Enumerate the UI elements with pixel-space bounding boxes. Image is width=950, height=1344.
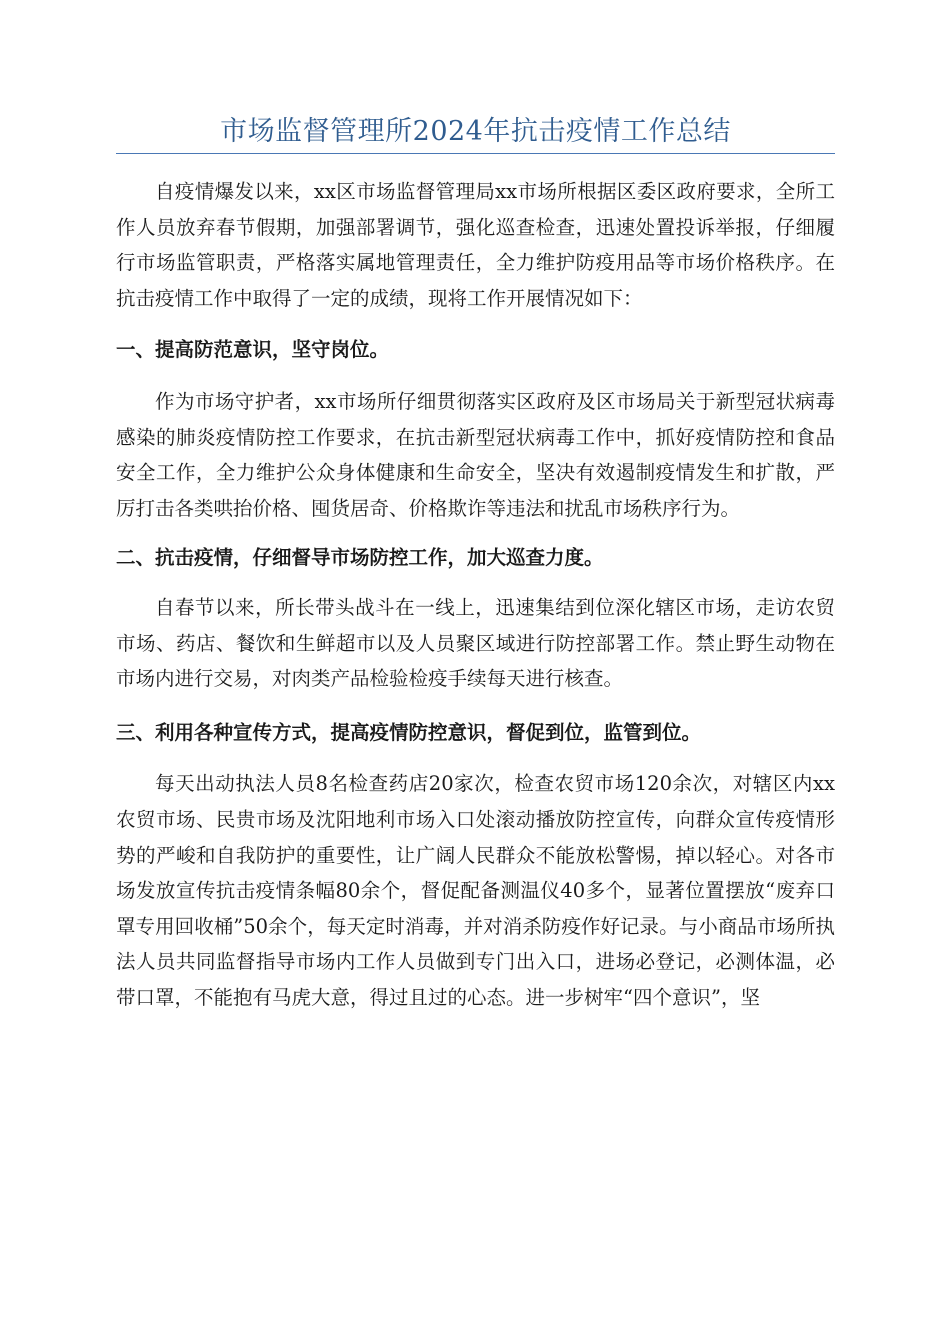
- title-underline: [116, 153, 835, 154]
- section-3-body: 每天出动执法人员8名检查药店20家次，检查农贸市场120余次，对辖区内xx农贸市场、民贵市场及沈阳地利市场入口处滚动播放防控宣传，向群众宣传疫情形势的严峻和自我防护的重要性，让广阔人民群众不能放松警惕，掉以轻心。对各市场发放宣传抗击疫情条幅80余个，督促配备测温仪40多个，显著位置摆放“废弃口罩专用回收桶”50余个，每天定时消毒，并对消杀防疫作好记录。与小商品市场所执法人员共同监督指导市场内工作人员做到专门出入口，进场必登记，必测体温，必带口罩，不能抱有马虎大意，得过且过的心态。进一步树牢“四个意识”，坚: [116, 772, 835, 1009]
- section-2-heading: 二、抗击疫情，仔细督导市场防控工作，加大巡查力度。: [116, 546, 604, 570]
- section-2-body: 自春节以来，所长带头战斗在一线上，迅速集结到位深化辖区市场，走访农贸市场、药店、餐饮和生鲜超市以及人员聚区域进行防控部署工作。禁止野生动物在市场内进行交易，对肉类产品检验检疫手续每天进行核查。: [116, 595, 835, 691]
- section-3-heading: 三、利用各种宣传方式，提高疫情防控意识，督促到位，监管到位。: [116, 720, 702, 744]
- document-title: 市场监督管理所2024年抗击疫情工作总结: [220, 116, 731, 147]
- section-1-heading: 一、提高防范意识，坚守岗位。: [116, 338, 390, 362]
- intro-paragraph: 自疫情爆发以来，xx区市场监督管理局xx市场所根据区委区政府要求，全所工作人员放弃春节假期，加强部署调节，强化巡查检查，迅速处置投诉举报，仔细履行市场监管职责，严格落实属地管理责任，全力维护防疫用品等市场价格秩序。在抗击疫情工作中取得了一定的成绩，现将工作开展情况如下：: [116, 180, 835, 310]
- document-page: [116, 112, 835, 1015]
- section-1-body: 作为市场守护者，xx市场所仔细贯彻落实区政府及区市场局关于新型冠状病毒感染的肺炎疫情防控工作要求，在抗击新型冠状病毒工作中，抓好疫情防控和食品安全工作，全力维护公众身体健康和生命安全，坚决有效遏制疫情发生和扩散，严厉打击各类哄抬价格、囤货居奇、价格欺诈等违法和扰乱市场秩序行为。: [116, 389, 835, 520]
